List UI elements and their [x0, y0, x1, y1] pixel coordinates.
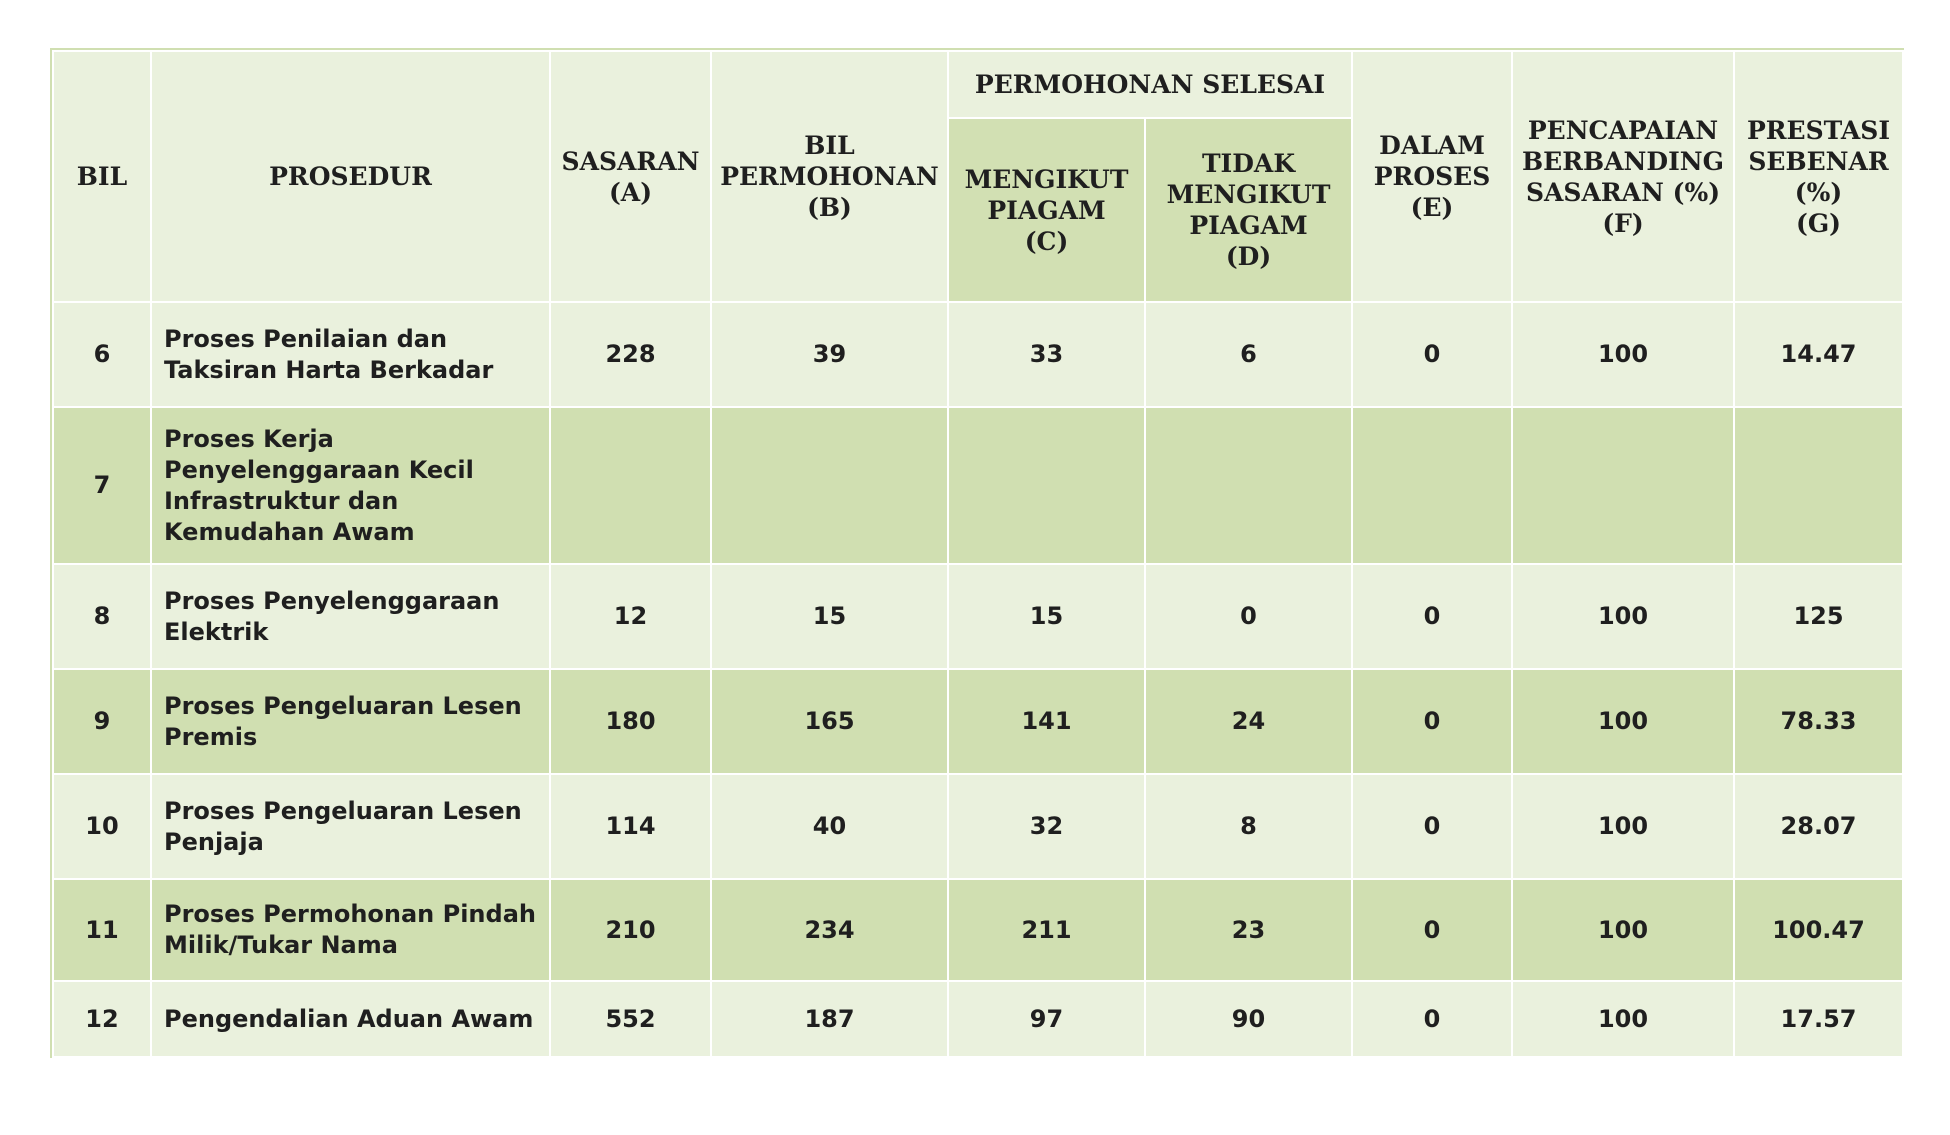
- cell-dalam-proses: 0: [1352, 669, 1512, 774]
- cell-pencapaian: 100: [1512, 564, 1734, 669]
- cell-prosedur: [151, 981, 550, 1057]
- cell-bil: 9: [53, 669, 151, 774]
- prosedur-line: Proses Penilaian dan: [164, 324, 448, 353]
- header-line: (D): [1225, 242, 1272, 271]
- cell-bil-permohonan: [711, 407, 948, 564]
- prosedur-line: Proses Permohonan Pindah: [164, 900, 536, 928]
- cell-pencapaian: 100: [1512, 774, 1734, 879]
- cell-sasaran: 180: [550, 669, 711, 774]
- cell-bil: 6: [53, 302, 151, 407]
- table-row: [53, 407, 1903, 564]
- cell-prestasi: 14.47: [1734, 302, 1903, 407]
- header-line: DALAM: [1379, 131, 1485, 160]
- cell-mengikut-piagam: 32: [948, 774, 1145, 879]
- header-bil: BIL: [53, 51, 151, 302]
- cell-prosedur: [151, 564, 550, 669]
- prosedur-line: Proses Pengeluaran Lesen: [164, 796, 522, 825]
- cell-bil-permohonan: 40: [711, 774, 948, 879]
- cell-pencapaian: [1512, 407, 1734, 564]
- prosedur-line: Infrastruktur dan: [164, 486, 399, 515]
- cell-prosedur: [151, 774, 550, 879]
- performance-table: [52, 50, 1904, 1058]
- cell-prestasi: 125: [1734, 564, 1903, 669]
- header-line: PERMOHONAN: [720, 162, 939, 191]
- cell-sasaran: [550, 407, 711, 564]
- cell-pencapaian: 100: [1512, 302, 1734, 407]
- cell-sasaran: 114: [550, 774, 711, 879]
- cell-bil-permohonan: 39: [711, 302, 948, 407]
- header-prosedur: PROSEDUR: [151, 51, 550, 302]
- header-line: MENGIKUT: [1166, 180, 1331, 209]
- header-line: PENCAPAIAN: [1527, 115, 1719, 145]
- cell-bil-permohonan: 234: [711, 879, 948, 981]
- header-line: TIDAK: [1201, 149, 1296, 178]
- prosedur-line: Proses Penyelenggaraan: [164, 586, 500, 615]
- table-row: [53, 981, 1903, 1057]
- cell-tidak-mengikut-piagam: [1145, 407, 1352, 564]
- cell-mengikut-piagam: 15: [948, 564, 1145, 669]
- cell-pencapaian: 100: [1512, 981, 1734, 1057]
- header-line: BIL: [804, 131, 855, 160]
- header-line: (%): [1794, 177, 1843, 207]
- cell-bil: 11: [53, 879, 151, 981]
- cell-prosedur: [151, 407, 550, 564]
- prosedur-line: Kemudahan Awam: [164, 517, 415, 546]
- header-line: PIAGAM: [987, 195, 1106, 225]
- cell-tidak-mengikut-piagam: 6: [1145, 302, 1352, 407]
- prosedur-line: Milik/Tukar Nama: [164, 931, 398, 959]
- cell-dalam-proses: 0: [1352, 879, 1512, 981]
- cell-bil-permohonan: 187: [711, 981, 948, 1057]
- cell-mengikut-piagam: 33: [948, 302, 1145, 407]
- header-line: (A): [608, 177, 653, 207]
- cell-dalam-proses: 0: [1352, 564, 1512, 669]
- prosedur-line: Proses Pengeluaran Lesen: [164, 691, 522, 720]
- prosedur-line: Taksiran Harta Berkadar: [164, 355, 494, 384]
- header-line: SASARAN (%): [1525, 177, 1721, 207]
- table-row: [53, 879, 1903, 981]
- cell-sasaran: 552: [550, 981, 711, 1057]
- header-line: PIAGAM: [1189, 211, 1308, 240]
- table-row: [53, 302, 1903, 407]
- cell-dalam-proses: 0: [1352, 981, 1512, 1057]
- header-prestasi: [1734, 51, 1903, 302]
- cell-bil: 7: [53, 407, 151, 564]
- cell-bil-permohonan: 15: [711, 564, 948, 669]
- cell-sasaran: 210: [550, 879, 711, 981]
- header-line: SEBENAR: [1748, 146, 1889, 176]
- cell-prestasi: [1734, 407, 1903, 564]
- prosedur-line: Proses Kerja: [164, 424, 334, 453]
- cell-dalam-proses: 0: [1352, 302, 1512, 407]
- cell-sasaran: 228: [550, 302, 711, 407]
- header-permohonan-selesai: PERMOHONAN SELESAI: [948, 51, 1352, 118]
- cell-tidak-mengikut-piagam: 24: [1145, 669, 1352, 774]
- cell-mengikut-piagam: 141: [948, 669, 1145, 774]
- header-line: (C): [1024, 226, 1069, 256]
- cell-prestasi: 28.07: [1734, 774, 1903, 879]
- header-tidak-mengikut-piagam: [1145, 118, 1352, 302]
- table-row: [53, 669, 1903, 774]
- cell-prosedur: [151, 669, 550, 774]
- header-sasaran: [550, 51, 711, 302]
- header-line: (E): [1410, 193, 1454, 222]
- cell-bil: 10: [53, 774, 151, 879]
- cell-tidak-mengikut-piagam: 23: [1145, 879, 1352, 981]
- header-line: SASARAN: [561, 146, 700, 176]
- header-line: (G): [1796, 208, 1842, 238]
- prosedur-line: Penjaja: [164, 827, 264, 856]
- cell-tidak-mengikut-piagam: 90: [1145, 981, 1352, 1057]
- header-line: MENGIKUT: [964, 164, 1129, 194]
- header-line: BERBANDING: [1522, 146, 1724, 176]
- cell-mengikut-piagam: [948, 407, 1145, 564]
- cell-sasaran: 12: [550, 564, 711, 669]
- cell-bil: 12: [53, 981, 151, 1057]
- header-line: PROSES: [1373, 162, 1491, 191]
- table-row: [53, 774, 1903, 879]
- header-bil-permohonan: [711, 51, 948, 302]
- prosedur-line: Pengendalian Aduan Awam: [164, 1004, 534, 1033]
- table-row: [53, 564, 1903, 669]
- cell-tidak-mengikut-piagam: 8: [1145, 774, 1352, 879]
- cell-prestasi: 78.33: [1734, 669, 1903, 774]
- prosedur-line: Penyelenggaraan Kecil: [164, 455, 474, 484]
- table-container: [52, 50, 1902, 1058]
- cell-prestasi: 100.47: [1734, 879, 1903, 981]
- cell-mengikut-piagam: 97: [948, 981, 1145, 1057]
- header-mengikut-piagam: [948, 118, 1145, 302]
- header-pencapaian: [1512, 51, 1734, 302]
- cell-pencapaian: 100: [1512, 879, 1734, 981]
- header-line: PRESTASI: [1746, 115, 1891, 145]
- cell-tidak-mengikut-piagam: 0: [1145, 564, 1352, 669]
- cell-dalam-proses: 0: [1352, 774, 1512, 879]
- cell-mengikut-piagam: 211: [948, 879, 1145, 981]
- header-dalam-proses: [1352, 51, 1512, 302]
- prosedur-line: Premis: [164, 722, 258, 751]
- cell-prosedur: [151, 879, 550, 981]
- cell-dalam-proses: [1352, 407, 1512, 564]
- cell-prosedur: [151, 302, 550, 407]
- prosedur-line: Elektrik: [164, 617, 269, 646]
- cell-pencapaian: 100: [1512, 669, 1734, 774]
- cell-bil: 8: [53, 564, 151, 669]
- cell-prestasi: 17.57: [1734, 981, 1903, 1057]
- header-line: (F): [1602, 208, 1644, 238]
- cell-bil-permohonan: 165: [711, 669, 948, 774]
- header-line: (B): [807, 193, 852, 222]
